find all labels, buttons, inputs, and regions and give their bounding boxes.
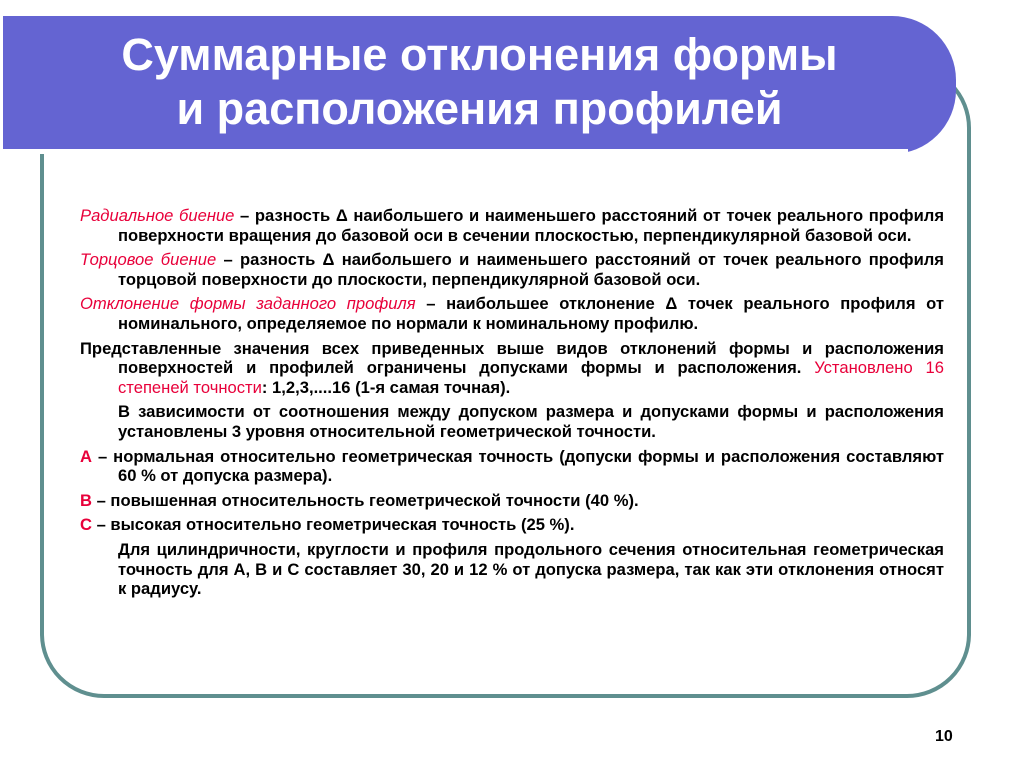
level-c-letter: С xyxy=(80,515,92,535)
title-underline xyxy=(3,149,908,154)
term-radial-runout: Радиальное биение xyxy=(80,206,235,225)
slide-title-line-1: Суммарные отклонения формы xyxy=(121,29,838,80)
paragraph-text: – разность Δ наибольшего и наименьшего расстояний от точек реального профиля поверхности вращения до базовой оси в сечении плоскостью, перпендикулярной базовой оси. xyxy=(118,206,945,245)
term-profile-deviation: Отклонение формы заданного профиля xyxy=(80,294,416,314)
level-c-item xyxy=(80,515,944,535)
level-b-item xyxy=(80,491,944,511)
paragraph-accuracy-levels xyxy=(80,402,944,441)
slide-body xyxy=(80,206,944,604)
paragraph-radial-runout xyxy=(80,206,944,245)
paragraph-text: – разность Δ наибольшего и наименьшего расстояний от точек реального профиля торцовой поверхности до плоскости, перпендикулярной базовой оси. xyxy=(118,250,944,289)
paragraph-text: Для цилиндричности, круглости и профиля продольного сечения относительная геометрическая точность для А, В и С составляет 30, 20 и 12 % от допуска размера, так как эти отклонения относят к радиусу. xyxy=(118,539,944,599)
highlight-16-grades: Установлено 16 степеней точности xyxy=(118,358,944,397)
paragraph-text: – нормальная относительно геометрическая точность (допуски формы и расположения составляют 60 % от допуска размера). xyxy=(91,446,944,486)
level-a-item xyxy=(80,447,944,486)
paragraph-tolerance-grades xyxy=(80,339,944,398)
paragraph-text: – наибольшее отклонение Δ точек реального профиля от номинального, определяемое по нормали к номинальному профилю. xyxy=(118,294,944,333)
paragraph-profile-deviation xyxy=(80,294,944,333)
paragraph-face-runout xyxy=(80,250,944,289)
term-face-runout: Торцовое биение xyxy=(80,250,217,270)
slide-title-line-2: и расположения профилей xyxy=(176,83,783,134)
paragraph-cylindricity xyxy=(80,540,944,599)
paragraph-text: В зависимости от соотношения между допуском размера и допусками формы и расположения установлены 3 уровня относительной геометрической точности. xyxy=(118,402,944,441)
paragraph-text: – высокая относительно геометрическая точность (25 %). xyxy=(91,515,575,535)
level-b-letter: В xyxy=(80,490,92,510)
paragraph-text: Представленные значения всех приведенных выше видов отклонений формы и расположения поверхностей и профилей ограничены допусками формы и расположения. xyxy=(80,338,944,378)
level-a-letter: А xyxy=(80,446,92,466)
paragraph-text: : 1,2,3,....16 (1-я самая точная). xyxy=(261,377,511,397)
title-banner xyxy=(3,16,956,154)
paragraph-text: – повышенная относительность геометрической точности (40 %). xyxy=(91,490,639,510)
page-number: 10 xyxy=(935,728,953,745)
